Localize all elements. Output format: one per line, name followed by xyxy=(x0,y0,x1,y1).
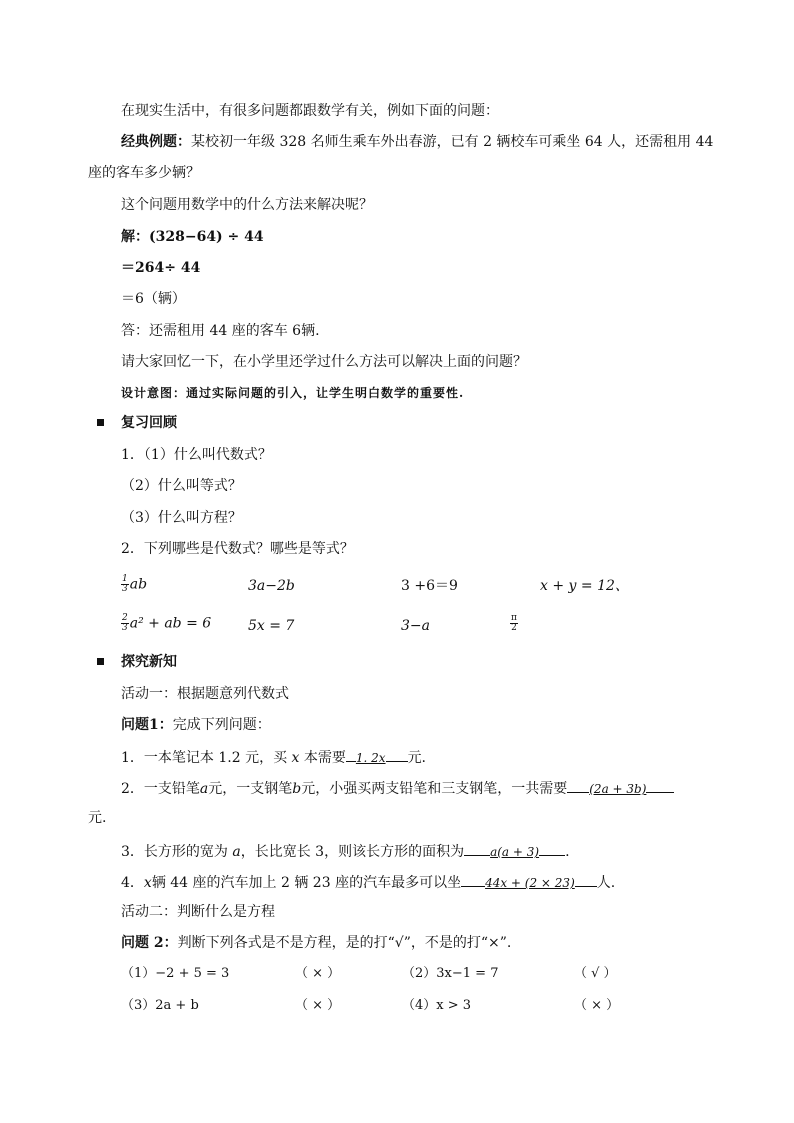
judge-mark-4: （ × ） xyxy=(574,998,620,1013)
expr-1-4: x + y = 12、 xyxy=(540,578,629,594)
expr-1-3: 3 +6＝9 xyxy=(401,578,458,594)
item-2-tail: 元. xyxy=(88,810,107,826)
expr-1-1: $\frac{1}{3}$ ab xyxy=(122,574,148,594)
expr-2-1: $\frac{2}{3}$ a² + ab = 6 xyxy=(122,613,212,633)
example-line-2: 座的客车多少辆？ xyxy=(88,165,200,181)
answer-2: (2a + 3b) xyxy=(589,782,647,796)
review-heading: 复习回顾 xyxy=(121,415,177,431)
judge-expr-4: （4）x > 3 xyxy=(402,998,472,1013)
expr-2-3: 3−a xyxy=(401,618,430,634)
solution-line-2: ＝264÷ 44 xyxy=(121,260,201,276)
activity-1: 活动一：根据题意列代数式 xyxy=(121,686,289,702)
intro-text: 在现实生活中，有很多问题都跟数学有关，例如下面的问题： xyxy=(121,103,499,119)
question-method: 这个问题用数学中的什么方法来解决呢？ xyxy=(121,197,373,213)
review-q1: 1．（1）什么叫代数式？ xyxy=(121,447,272,463)
bullet-icon xyxy=(97,658,104,665)
example-text-1: 某校初一年级 328 名师生乘车外出春游，已有 2 辆校车可乘坐 64 人，还需租用 44 xyxy=(191,134,714,150)
item-3: 3．长方形的宽为 a，长比宽长 3，则该长方形的面积为 a(a + 3) . xyxy=(121,841,570,861)
judge-mark-1: （ × ） xyxy=(295,966,341,981)
fraction: $\frac{2}{3}$ xyxy=(122,613,128,633)
item-4: 4．x辆 44 座的汽车加上 2 辆 23 座的汽车最多可以坐 44x + (2 × 23) 人. xyxy=(121,872,615,892)
problem-2: 问题 2：判断下列各式是不是方程，是的打“√”，不是的打“×”. xyxy=(121,935,512,951)
fraction: $\frac{1}{3}$ xyxy=(122,574,128,594)
activity-2: 活动二：判断什么是方程 xyxy=(121,904,275,920)
fraction: $\frac{\pi}{2}$ xyxy=(511,613,517,633)
solution-line-3: ＝6（辆） xyxy=(121,291,186,307)
answer-1: 1. 2x xyxy=(355,751,386,765)
recall-question: 请大家回忆一下，在小学里还学过什么方法可以解决上面的问题？ xyxy=(121,354,527,370)
item-1: 1．一本笔记本 1.2 元，买 x 本需要 1. 2x 元. xyxy=(121,747,426,767)
expr-1-2: 3a−2b xyxy=(248,578,295,594)
solution-answer: 答：还需租用 44 座的客车 6辆. xyxy=(121,323,320,339)
item-2: 2．一支铅笔a元，一支钢笔b元，小强买两支铅笔和三支钢笔，一共需要 (2a + 3b) xyxy=(121,778,674,798)
judge-expr-2: （2）3x−1 = 7 xyxy=(402,966,499,981)
answer-4: 44x + (2 × 23) xyxy=(485,876,575,890)
expr-2-4 xyxy=(510,614,519,633)
bullet-icon xyxy=(97,419,104,426)
judge-mark-2: （ √ ） xyxy=(574,966,617,981)
example-label: 经典例题： xyxy=(121,134,191,150)
judge-expr-3: （3）2a + b xyxy=(121,998,199,1013)
design-intent: 设计意图：通过实际问题的引入，让学生明白数学的重要性. xyxy=(121,386,465,400)
review-q2: 2．下列哪些是代数式？哪些是等式？ xyxy=(121,541,354,557)
review-q1b: （2）什么叫等式？ xyxy=(121,478,242,494)
judge-mark-3: （ × ） xyxy=(295,998,341,1013)
review-q1c: （3）什么叫方程？ xyxy=(121,510,242,526)
expr-2-2: 5x = 7 xyxy=(248,618,295,634)
judge-expr-1: （1）−2 + 5 = 3 xyxy=(121,966,230,981)
example-line-1 xyxy=(121,133,713,151)
explore-heading: 探究新知 xyxy=(121,654,177,670)
answer-3: a(a + 3) xyxy=(490,845,540,859)
solution-line-1: 解：(328−64) ÷ 44 xyxy=(121,229,264,245)
problem-1: 问题1：完成下列问题： xyxy=(121,717,271,733)
